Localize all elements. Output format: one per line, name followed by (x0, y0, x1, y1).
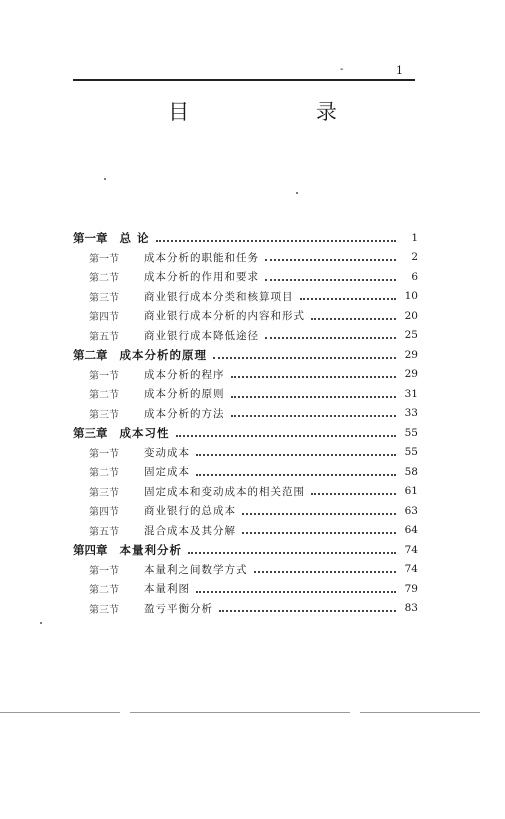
toc-entry-number: 第二节 (89, 585, 119, 597)
toc-entry-number: 第一节 (89, 565, 119, 577)
toc-entry-title: 成本习性 (119, 425, 170, 440)
toc-entry-title: 本量利之间数学方式 (144, 563, 248, 576)
dot-leader (231, 415, 397, 417)
toc-entry-page: 64 (404, 524, 418, 537)
toc-entry-page: 6 (411, 270, 418, 283)
toc-entry-page: 55 (404, 446, 418, 459)
toc-entry-page: 31 (404, 387, 418, 400)
dot-leader (219, 610, 396, 612)
toc-entry-title: 变动成本 (144, 446, 190, 459)
toc-entry-number: 第一节 (89, 253, 119, 265)
toc-entry-title: 商业银行的总成本 (144, 505, 236, 518)
dot-leader (254, 571, 397, 573)
toc-section-entry (73, 326, 418, 346)
dot-leader (265, 259, 396, 261)
toc-entry-page: 55 (404, 426, 418, 439)
toc-section-entry (73, 365, 418, 385)
scan-speck (40, 622, 42, 624)
toc-entry-title: 总 论 (119, 230, 150, 245)
toc-entry-number: 第一章 (73, 230, 108, 245)
toc-entry-page: 58 (404, 465, 418, 478)
toc-section-entry (73, 287, 418, 307)
dot-leader (242, 532, 396, 534)
dot-leader (196, 454, 396, 456)
table-of-contents (73, 228, 418, 618)
toc-section-entry (73, 384, 418, 404)
toc-entry-page: 20 (404, 309, 418, 322)
toc-entry-number: 第一节 (89, 448, 119, 460)
toc-entry-number: 第四节 (89, 507, 119, 519)
toc-entry-number: 第二节 (89, 273, 119, 285)
header-mark: - (340, 64, 344, 75)
toc-section-entry (73, 521, 418, 541)
toc-section-entry (73, 560, 418, 580)
toc-entry-page: 33 (404, 407, 418, 420)
toc-entry-title: 固定成本 (144, 466, 190, 479)
dot-leader (231, 376, 397, 378)
dot-leader (265, 337, 396, 339)
dot-leader (196, 474, 396, 476)
dot-leader (242, 513, 396, 515)
toc-chapter-entry (73, 345, 418, 365)
toc-entry-title: 盈亏平衡分析 (144, 602, 213, 615)
bottom-rule (130, 712, 350, 713)
toc-entry-title: 本量利分析 (119, 542, 182, 557)
toc-entry-title: 固定成本和变动成本的相关范围 (144, 485, 305, 498)
toc-entry-title: 成本分析的职能和任务 (144, 251, 259, 264)
toc-entry-page: 61 (404, 485, 418, 498)
dot-leader (231, 396, 397, 398)
bottom-rule (360, 712, 480, 713)
page-title: 目 录 (168, 100, 397, 124)
scan-speck (104, 178, 106, 180)
toc-entry-page: 74 (404, 543, 418, 556)
dot-leader (156, 240, 396, 242)
toc-entry-page: 63 (404, 504, 418, 517)
toc-entry-number: 第三节 (89, 409, 119, 421)
toc-chapter-entry (73, 540, 418, 560)
toc-entry-page: 1 (411, 231, 418, 244)
toc-entry-number: 第三节 (89, 604, 119, 616)
toc-section-entry (73, 501, 418, 521)
bottom-rule (0, 712, 120, 713)
toc-entry-page: 2 (411, 251, 418, 264)
dot-leader (311, 493, 396, 495)
toc-entry-title: 混合成本及其分解 (144, 524, 236, 537)
toc-section-entry (73, 443, 418, 463)
dot-leader (265, 279, 396, 281)
toc-entry-title: 商业银行成本分析的内容和形式 (144, 310, 305, 323)
toc-entry-number: 第二章 (73, 347, 108, 362)
toc-section-entry (73, 248, 418, 268)
toc-entry-page: 79 (404, 582, 418, 595)
toc-section-entry (73, 482, 418, 502)
toc-entry-number: 第五节 (89, 526, 119, 538)
toc-entry-number: 第四章 (73, 542, 108, 557)
scan-speck (296, 192, 298, 194)
toc-entry-title: 商业银行成本降低途径 (144, 329, 259, 342)
toc-entry-number: 第三章 (73, 425, 108, 440)
dot-leader (300, 298, 397, 300)
toc-entry-page: 25 (404, 329, 418, 342)
toc-section-entry (73, 267, 418, 287)
toc-entry-title: 商业银行成本分类和核算项目 (144, 290, 294, 303)
toc-entry-number: 第三节 (89, 487, 119, 499)
toc-section-entry (73, 462, 418, 482)
header-rule (73, 79, 415, 81)
toc-section-entry (73, 404, 418, 424)
toc-section-entry (73, 306, 418, 326)
toc-entry-number: 第二节 (89, 468, 119, 480)
toc-entry-title: 本量利图 (144, 583, 190, 596)
toc-chapter-entry (73, 228, 418, 248)
toc-entry-page: 74 (404, 563, 418, 576)
toc-section-entry (73, 599, 418, 619)
toc-entry-number: 第四节 (89, 312, 119, 324)
dot-leader (196, 591, 396, 593)
toc-entry-number: 第三节 (89, 292, 119, 304)
toc-entry-title: 成本分析的方法 (144, 407, 225, 420)
toc-entry-page: 29 (404, 368, 418, 381)
toc-section-entry (73, 579, 418, 599)
dot-leader (188, 552, 396, 554)
toc-entry-title: 成本分析的作用和要求 (144, 271, 259, 284)
page-number: 1 (396, 64, 403, 77)
toc-chapter-entry (73, 423, 418, 443)
toc-entry-number: 第一节 (89, 370, 119, 382)
dot-leader (213, 357, 396, 359)
toc-entry-page: 83 (404, 602, 418, 615)
dot-leader (176, 435, 397, 437)
toc-entry-title: 成本分析的原则 (144, 388, 225, 401)
dot-leader (311, 318, 396, 320)
toc-entry-title: 成本分析的程序 (144, 368, 225, 381)
toc-entry-page: 10 (404, 290, 418, 303)
toc-entry-page: 29 (404, 348, 418, 361)
toc-entry-title: 成本分析的原理 (119, 347, 207, 362)
toc-entry-number: 第二节 (89, 390, 119, 402)
toc-entry-number: 第五节 (89, 331, 119, 343)
